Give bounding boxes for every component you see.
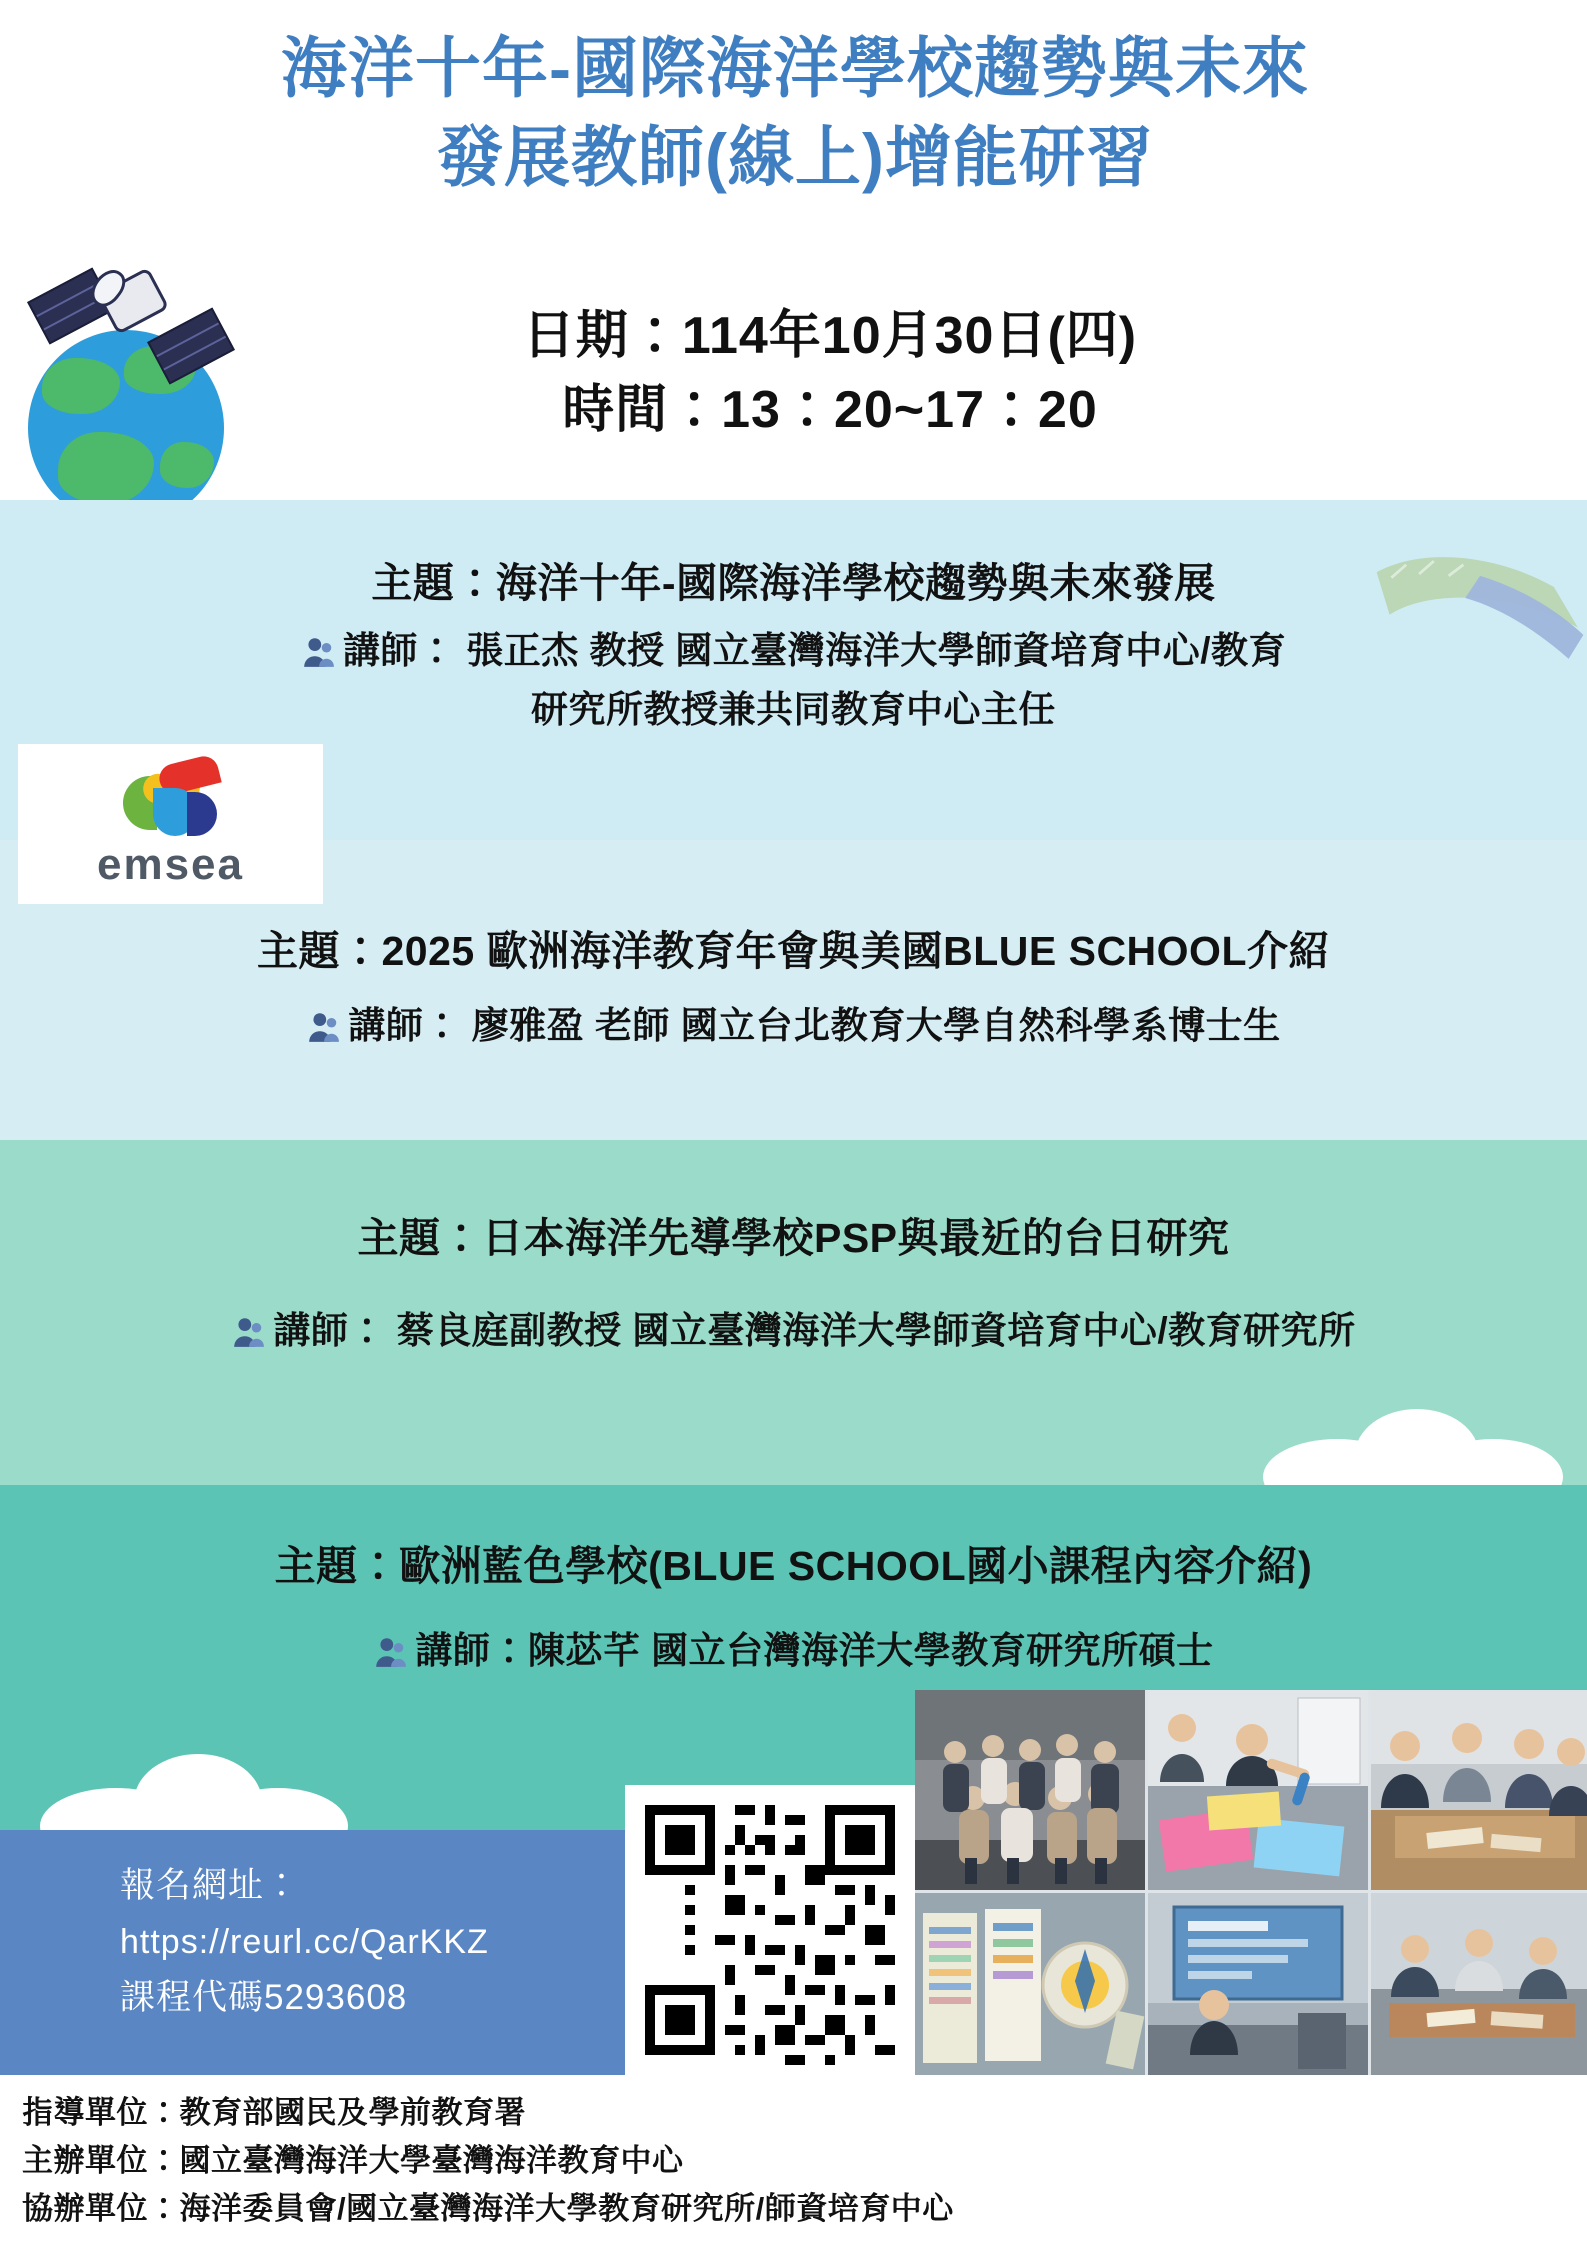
speaker-icon <box>231 1311 265 1364</box>
session-1-speaker <box>0 625 1587 736</box>
cloud-left-icon <box>30 1732 360 1830</box>
poster-header <box>0 0 1587 500</box>
earth-satellite-illustration <box>18 270 288 530</box>
event-date: 日期：114年10月30日(四) <box>522 307 1138 365</box>
photo-classroom <box>1371 1893 1587 2075</box>
event-datetime <box>270 300 1390 448</box>
session-2-speaker-line1: 講師： 廖雅盈 老師 國立台北教育大學自然科學系博士生 <box>348 1005 1281 1046</box>
page-title-line1: 海洋十年-國際海洋學校趨勢與未來 <box>281 31 1309 105</box>
session-4-speaker-line1: 講師：陳苾芊 國立台灣海洋大學教育研究所碩士 <box>415 1630 1214 1671</box>
session-3-speaker-line1: 講師： 蔡良庭副教授 國立臺灣海洋大學師資培育中心/教育研究所 <box>273 1310 1356 1351</box>
ribbon-decoration <box>1365 550 1587 670</box>
session-band-3 <box>0 1140 1587 1485</box>
course-code: 課程代碼5293608 <box>120 1977 408 2017</box>
page-title-line2: 發展教師(線上)增能研習 <box>437 120 1153 195</box>
footer-line-host: 主辦單位：國立臺灣海洋大學臺灣海洋教育中心 <box>22 2143 684 2179</box>
session-2-speaker <box>0 1000 1587 1059</box>
photo-presentation <box>1148 1893 1368 2075</box>
emsea-logo-text: emsea <box>96 840 244 889</box>
cloud-right-icon <box>1247 1385 1577 1485</box>
session-1-speaker-line1: 講師： 張正杰 教授 國立臺灣海洋大學師資培育中心/教育 <box>342 630 1287 671</box>
photo-group-activity <box>1371 1690 1587 1890</box>
photo-workshop-table <box>1148 1690 1368 1890</box>
photo-materials <box>915 1893 1145 2075</box>
registration-url[interactable]: https://reurl.cc/QarKKZ <box>120 1922 489 1961</box>
session-4-topic: 主題：歐洲藍色學校(BLUE SCHOOL國小課程內容介紹) <box>274 1543 1313 1589</box>
session-4-speaker <box>0 1625 1587 1684</box>
registration-label: 報名網址： <box>120 1866 301 1905</box>
session-3-topic: 主題：日本海洋先導學校PSP與最近的台日研究 <box>357 1215 1230 1261</box>
photo-group-stairs <box>915 1690 1145 1890</box>
emsea-logo <box>18 744 323 904</box>
registration-info <box>120 1858 600 2026</box>
poster-footer <box>0 2075 1587 2245</box>
speaker-icon <box>301 631 335 684</box>
event-time: 時間：13：20~17：20 <box>562 380 1098 439</box>
emsea-mark-icon <box>117 758 225 836</box>
session-1-speaker-line2: 研究所教授兼共同教育中心主任 <box>531 688 1056 730</box>
footer-line-coorganizer: 協辦單位：海洋委員會/國立臺灣海洋大學教育研究所/師資培育中心 <box>22 2191 954 2227</box>
session-3-speaker <box>0 1305 1587 1364</box>
registration-qr-code[interactable] <box>625 1785 915 2075</box>
speaker-icon <box>306 1006 340 1059</box>
page-title <box>60 24 1530 202</box>
session-1-speaker-line1-wrap <box>0 625 1587 684</box>
session-1-topic: 主題：海洋十年-國際海洋學校趨勢與未來發展 <box>371 560 1216 606</box>
footer-line-guidance: 指導單位：教育部國民及學前教育署 <box>22 2095 526 2130</box>
speaker-icon <box>373 1631 407 1684</box>
session-2-topic: 主題：2025 歐洲海洋教育年會與美國BLUE SCHOOL介紹 <box>257 928 1330 974</box>
organizer-list <box>22 2089 954 2233</box>
photo-collage <box>915 1690 1587 2075</box>
